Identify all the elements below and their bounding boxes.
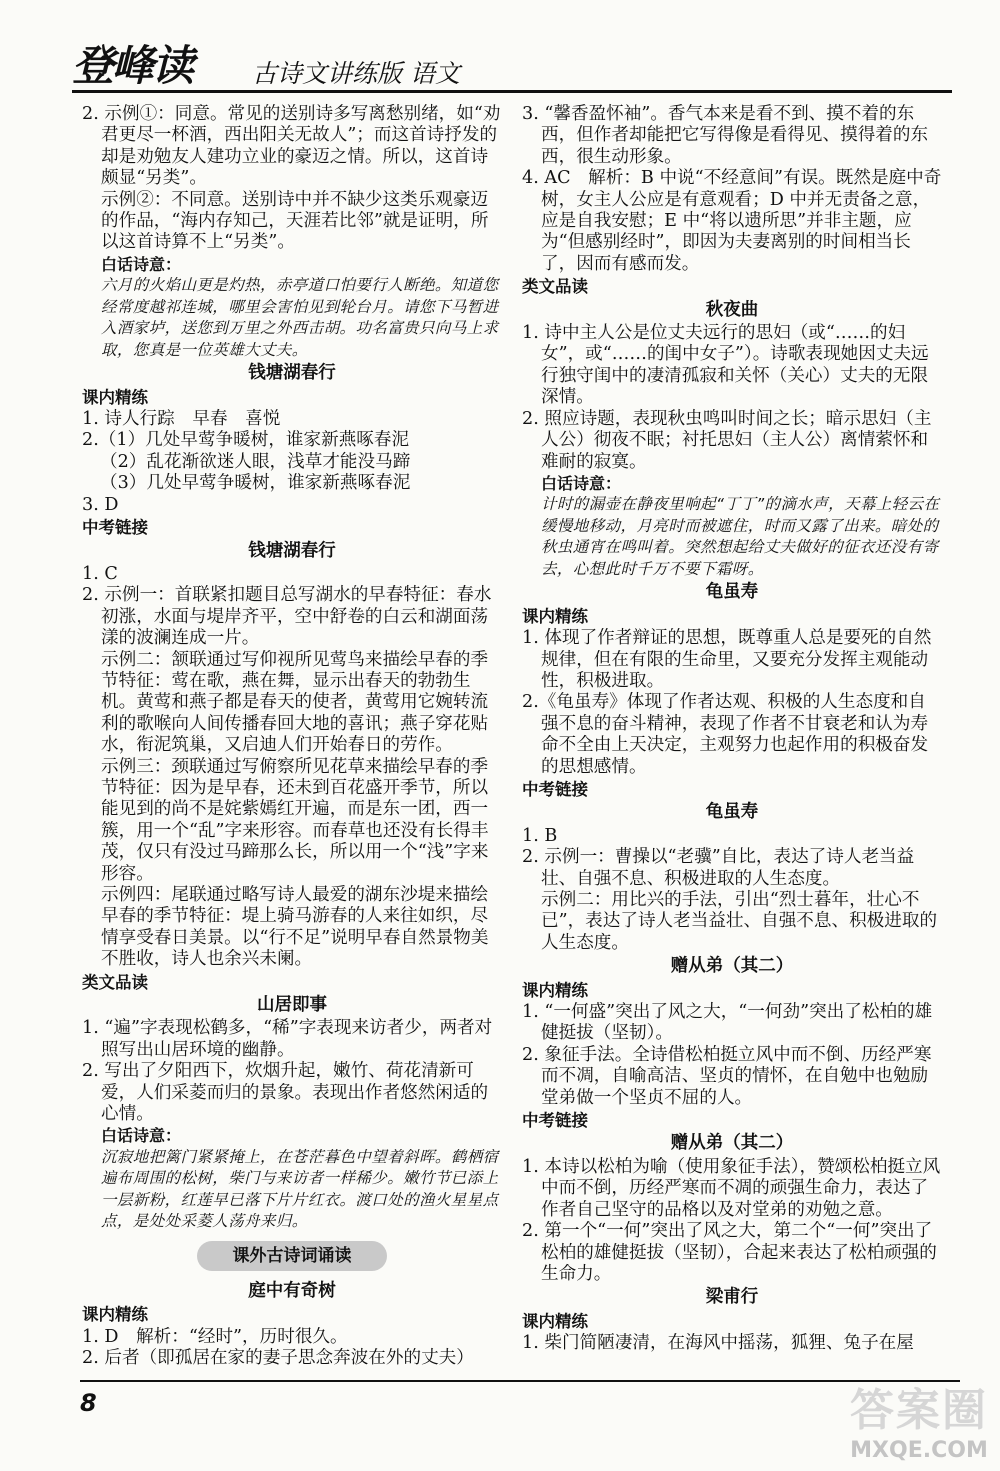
- answer-item: 2. 示例①：同意。常见的送别诗多写离愁别绪，如“劝君更尽一杯酒，西出阳关无故人”；而这首诗抒发的却是劝勉友人建功立业的豪迈之情。所以，这首诗颇显“另类”。: [82, 104, 501, 189]
- poem-title: 龟虽寿: [705, 802, 759, 823]
- section-label: 课内精练: [522, 606, 588, 626]
- answer-item: 2.《龟虽寿》体现了作者达观、积极的人生态度和自强不息的奋斗精神，表现了作者不甘衰老和认为寿命不全由上天决定，主观努力也起作用的积极奋发的思想感情。: [522, 692, 929, 777]
- answer-item: 1. 本诗以松柏为喻（使用象征手法），赞颂松柏挺立风中而不倒，历经严寒而不凋的顽强生命力，表达了作者自己坚守的品格以及对堂弟的劝勉之意。: [522, 1156, 941, 1220]
- section-label: 中考链接: [82, 518, 148, 538]
- section-label: 类文品读: [82, 972, 148, 992]
- vernacular-translation: 六月的火焰山更是灼热，赤亭道口怕要行人断绝。知道您经常度越祁连城，哪里会害怕见到轮台月。请您下马暂进入酒家垆，送您到万里之外西击胡。功名富贵只向马上求取，您真是一位英雄大丈夫。: [101, 276, 499, 359]
- right-column: [522, 104, 942, 1355]
- poem-title: 庭中有奇树: [248, 1280, 336, 1301]
- poem-title: 梁甫行: [705, 1287, 759, 1308]
- poem-title: 山居即事: [257, 995, 327, 1016]
- answer-item: 1. 柴门简陋凄清，在海风中摇荡，狐狸、兔子在屋: [522, 1333, 914, 1354]
- answer-item: 示例②：不同意。送别诗中并不缺少这类乐观豪迈的作品，“海内存知己，天涯若比邻”就是证明，所以这首诗算不上“另类”。: [101, 189, 489, 253]
- section-banner: 课外古诗词诵读: [197, 1241, 387, 1271]
- answer-item: 2. 第一个“一何”突出了风之大，第二个“一何”突出了松柏的雄健挺拔（坚韧），合起来表达了松柏顽强的生命力。: [522, 1221, 937, 1284]
- answer-item: 示例四：尾联通过略写诗人最爱的湖东沙堤来描绘早春的季节特征：堤上骑马游春的人来往如织，尽情享受春日美景。以“行不足”说明早春自然景物美不胜收，诗人也余兴未阑。: [101, 885, 489, 970]
- vernacular-translation: 计时的漏壶在静夜里响起“丁丁”的滴水声，天幕上轻云在缓慢地移动，月亮时而被遮住，时而又露了出来。暗处的秋虫通宵在鸣叫着。突然想起给丈夫做好的征衣还没有寄去，心想此时千万不要下霜呀。: [541, 495, 940, 578]
- answer-item: 1. B: [522, 825, 558, 846]
- answer-item: 示例二：用比兴的手法，引出“烈士暮年，壮心不已”，表达了诗人老当益壮、自强不息、积极进取的人生态度。: [541, 890, 938, 953]
- answer-item: （2）乱花渐欲迷人眼，浅草才能没马蹄: [100, 451, 411, 472]
- brand-logo-text: 登峰读: [72, 41, 193, 90]
- answer-item: （3）几处早莺争暖树，谁家新燕啄春泥: [100, 473, 411, 494]
- page-header: [72, 40, 952, 92]
- answer-item: 示例三：颈联通过写俯察所见花草来描绘早春的季节特征：因为是早春，还未到百花盛开季节，所以能见到的尚不是姹紫嫣红开遍，而是东一团，西一簇，用一个“乱”字来形容。而春草也还没有长得丰茂，仅只有没过马蹄那么长，所以用一个“浅”字来形容。: [101, 756, 489, 884]
- book-subtitle: 古诗文讲练版 语文: [252, 59, 460, 88]
- answer-item: 2. 示例一：首联紧扣题目总写湖水的早春特征：春水初涨，水面与堤岸齐平，空中舒卷的白云和湖面荡漾的波澜连成一片。: [82, 585, 492, 649]
- answer-item: 2. 示例一：曹操以“老骥”自比，表达了诗人老当益壮、自强不息、积极进取的人生态度。: [522, 847, 915, 889]
- section-label: 中考链接: [522, 1111, 588, 1131]
- vernacular-label: 白话诗意：: [101, 254, 182, 274]
- section-label: 类文品读: [522, 277, 588, 297]
- poem-title: 秋夜曲: [705, 299, 759, 320]
- watermark-url: MXQE.COM: [850, 1438, 988, 1463]
- answer-item: 1. “一何盛”突出了风之大，“一何劲”突出了松柏的雄健挺拔（坚韧）。: [522, 1002, 933, 1044]
- poem-title: 钱塘湖春行: [248, 540, 336, 561]
- answer-item: 1. “遍”字表现松鹤多，“稀”字表现来访者少，两者对照写出山居环境的幽静。: [82, 1018, 493, 1060]
- answer-item: 2. 照应诗题，表现秋虫鸣叫时间之长；暗示思妇（主人公）彻夜不眠；衬托思妇（主人公）离情萦怀和难耐的寂寞。: [522, 408, 932, 472]
- footer-divider: [80, 1380, 960, 1382]
- answer-item: 4. AC 解析：B 中说“不经意间”有误。既然是庭中奇树，女主人公应是有意观看；D 中并无责备之意，应是自我安慰；E 中“将以遗所思”并非主题，应为“但感别经时”，即因为夫妻离别的时间相当长了，因而有感而发。: [522, 168, 942, 274]
- section-label: 中考链接: [522, 779, 588, 799]
- vernacular-label: 白话诗意：: [101, 1126, 182, 1146]
- site-watermark: [850, 1374, 988, 1463]
- watermark-logo-text: 答案圈: [850, 1385, 988, 1436]
- answer-item: 1. 诗人行踪 早春 喜悦: [82, 409, 281, 430]
- section-label: 课内精练: [522, 980, 588, 1000]
- section-label: 课内精练: [522, 1311, 588, 1331]
- section-label: 课内精练: [82, 1305, 148, 1325]
- answer-item: 3. D: [82, 494, 119, 515]
- vernacular-label: 白话诗意：: [541, 473, 622, 493]
- answer-item: 2. 后者（即孤居在家的妻子思念奔波在外的丈夫）: [82, 1348, 474, 1369]
- answer-item: 2.（1）几处早莺争暖树，谁家新燕啄春泥: [82, 430, 410, 451]
- poem-title: 赠从弟（其二）: [670, 1133, 794, 1154]
- answer-item: 1. 诗中主人公是位丈夫远行的思妇（或“……的妇女”，或“……的闺中女子”）。诗歌表现她因丈夫远行独守闺中的凄清孤寂和关怀（关心）丈夫的无限深情。: [522, 323, 929, 408]
- answer-item: 1. C: [82, 563, 118, 584]
- answer-item: 3. “馨香盈怀袖”。香气本来是看不到、摸不着的东西，但作者却能把它写得像是看得见、摸得着的东西，很生动形象。: [522, 104, 929, 167]
- left-column: [82, 104, 502, 1370]
- poem-title: 赠从弟（其二）: [670, 956, 794, 977]
- header-divider: [72, 90, 952, 93]
- answer-item: 2. 写出了夕阳西下，炊烟升起，嫩竹、荷花清新可爱，人们采菱而归的景象。表现出作者悠然闲适的心情。: [82, 1061, 489, 1125]
- answer-item: 1. 体现了作者辩证的思想，既尊重人总是要死的自然规律，但在有限的生命里，又要充分发挥主观能动性，积极进取。: [522, 628, 932, 691]
- poem-title: 钱塘湖春行: [248, 363, 336, 384]
- answer-item: 2. 象征手法。全诗借松柏挺立风中而不倒、历经严寒而不凋，自喻高洁、坚贞的情怀，在自勉中也勉励堂弟做一个坚贞不屈的人。: [522, 1044, 932, 1108]
- poem-title: 龟虽寿: [705, 582, 759, 603]
- vernacular-translation: 沉寂地把篱门紧紧掩上，在苍茫暮色中望着斜晖。鹤栖宿遍布周围的松树，柴门与来访者一样稀少。嫩竹节已添上一层新粉，红莲早已落下片片红衣。渡口处的渔火星星点点，是处处采菱人荡舟来归。: [101, 1147, 499, 1231]
- answer-item: 1. D 解析：“经时”，历时很久。: [82, 1326, 348, 1347]
- page-number: 8: [80, 1389, 97, 1417]
- brand-logo: [72, 40, 192, 90]
- section-label: 课内精练: [82, 387, 148, 407]
- answer-item: 示例二：颔联通过写仰视所见莺鸟来描绘早春的季节特征：莺在歌，燕在舞，显示出春天的勃勃生机。黄莺和燕子都是春天的使者，黄莺用它婉转流利的歌喉向人间传播春回大地的喜讯；燕子穿花贴水，衔泥筑巢，又启迪人们开始春日的劳作。: [101, 649, 489, 756]
